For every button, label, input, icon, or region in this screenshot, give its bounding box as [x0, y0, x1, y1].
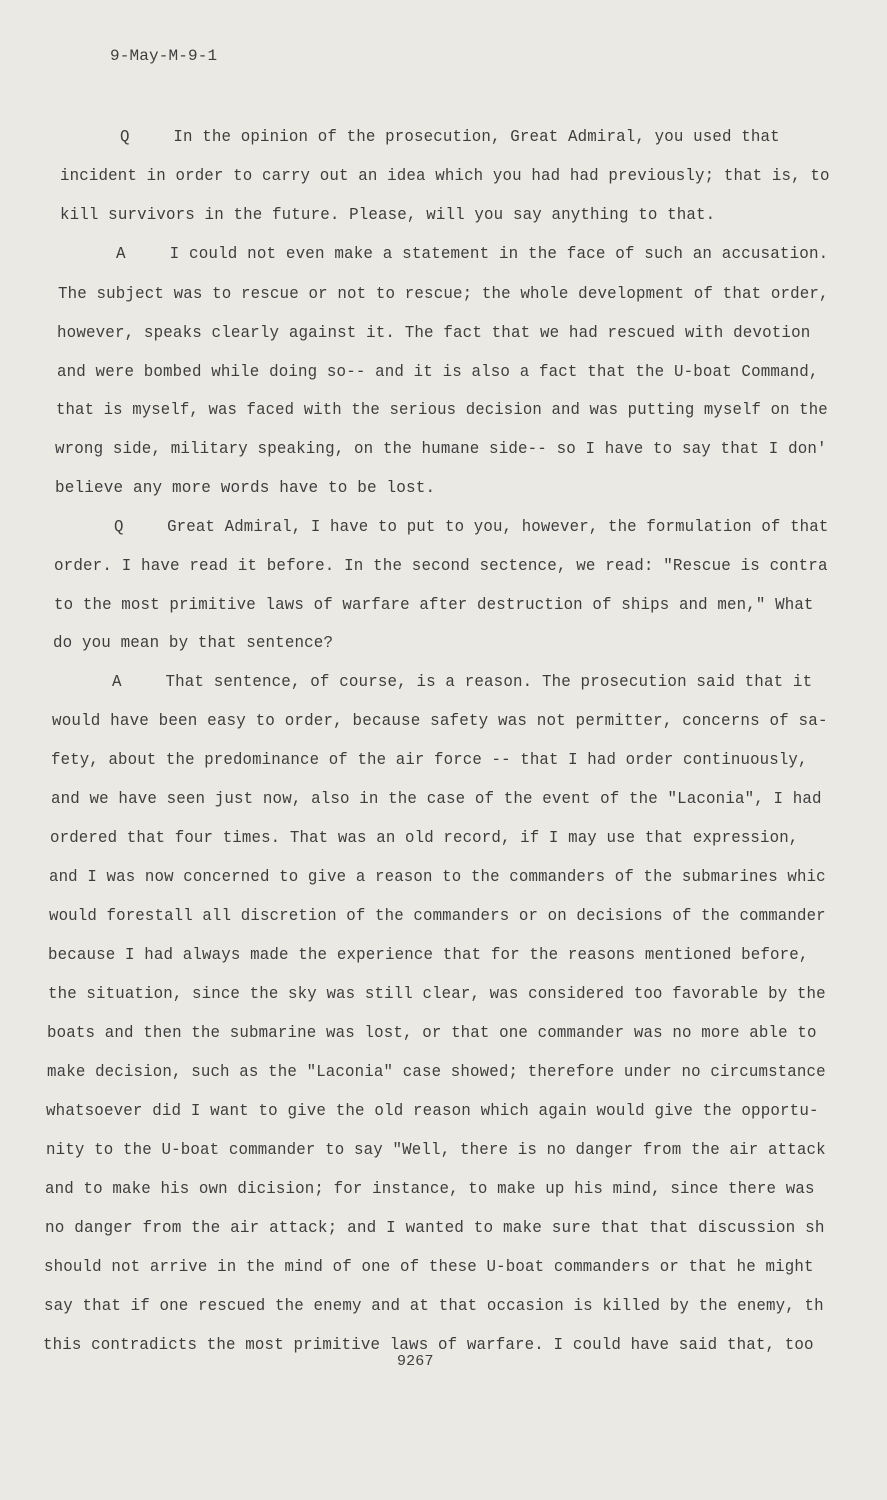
text-line: whatsoever did I want to give the old reason which again would give the opportu-: [46, 1101, 819, 1120]
document-id: 9-May-M-9-1: [110, 47, 218, 65]
text-line: incident in order to carry out an idea which you had had previously; that is, to: [60, 166, 830, 185]
text-line: to the most primitive laws of warfare after destruction of ships and men," What: [54, 595, 814, 614]
text-line: believe any more words have to be lost.: [55, 478, 436, 497]
text-line: nity to the U-boat commander to say "Well, there is no danger from the air attack: [46, 1140, 826, 1159]
text-line: Q Great Admiral, I have to put to you, however, the formulation of that: [114, 517, 829, 536]
text-line: and were bombed while doing so-- and it is also a fact that the U-boat Command,: [57, 362, 819, 381]
text-line: no danger from the air attack; and I wanted to make sure that that discussion sh: [45, 1218, 825, 1237]
text-line: ordered that four times. That was an old record, if I may use that expression,: [50, 828, 799, 847]
text-line: A I could not even make a statement in the face of such an accusation.: [116, 244, 829, 263]
text-line: because I had always made the experience that for the reasons mentioned before,: [48, 945, 809, 964]
text-line: would have been easy to order, because safety was not permitter, concerns of sa-: [52, 711, 828, 730]
speaker-label: Q: [114, 517, 124, 536]
text-line: Q In the opinion of the prosecution, Great Admiral, you used that: [120, 127, 780, 146]
text-line: however, speaks clearly against it. The fact that we had rescued with devotion: [57, 323, 811, 342]
text-line: do you mean by that sentence?: [53, 633, 334, 652]
text-line: A That sentence, of course, is a reason. The prosecution said that it: [112, 672, 813, 691]
text-line: order. I have read it before. In the second sectence, we read: "Rescue is contra: [54, 556, 828, 575]
text-line: this contradicts the most primitive laws of warfare. I could have said that, too: [43, 1335, 814, 1354]
text-line: boats and then the submarine was lost, or that one commander was no more able to: [47, 1023, 817, 1042]
speaker-label: A: [112, 672, 122, 691]
text-line: The subject was to rescue or not to rescue; the whole development of that order,: [58, 284, 829, 303]
text-line: fety, about the predominance of the air force -- that I had order continuously,: [51, 750, 808, 769]
text-line: say that if one rescued the enemy and at that occasion is killed by the enemy, th: [44, 1296, 824, 1315]
text-line: and to make his own dicision; for instance, to make up his mind, since there was: [45, 1179, 815, 1198]
text-line: and we have seen just now, also in the case of the event of the "Laconia", I had: [51, 789, 822, 808]
text-line: wrong side, military speaking, on the humane side-- so I have to say that I don': [55, 439, 827, 458]
text-line: and I was now concerned to give a reason to the commanders of the submarines whic: [49, 867, 826, 886]
speaker-label: A: [116, 244, 126, 263]
page-number: 9267: [397, 1353, 434, 1370]
text-line: would forestall all discretion of the commanders or on decisions of the commander: [49, 906, 826, 925]
speaker-label: Q: [120, 127, 130, 146]
text-line: the situation, since the sky was still clear, was considered too favorable by the: [48, 984, 826, 1003]
text-line: make decision, such as the "Laconia" case showed; therefore under no circumstance: [47, 1062, 826, 1081]
text-line: that is myself, was faced with the serious decision and was putting myself on the: [56, 400, 828, 419]
text-line: should not arrive in the mind of one of these U-boat commanders or that he might: [44, 1257, 814, 1276]
text-line: kill survivors in the future. Please, will you say anything to that.: [60, 205, 716, 224]
